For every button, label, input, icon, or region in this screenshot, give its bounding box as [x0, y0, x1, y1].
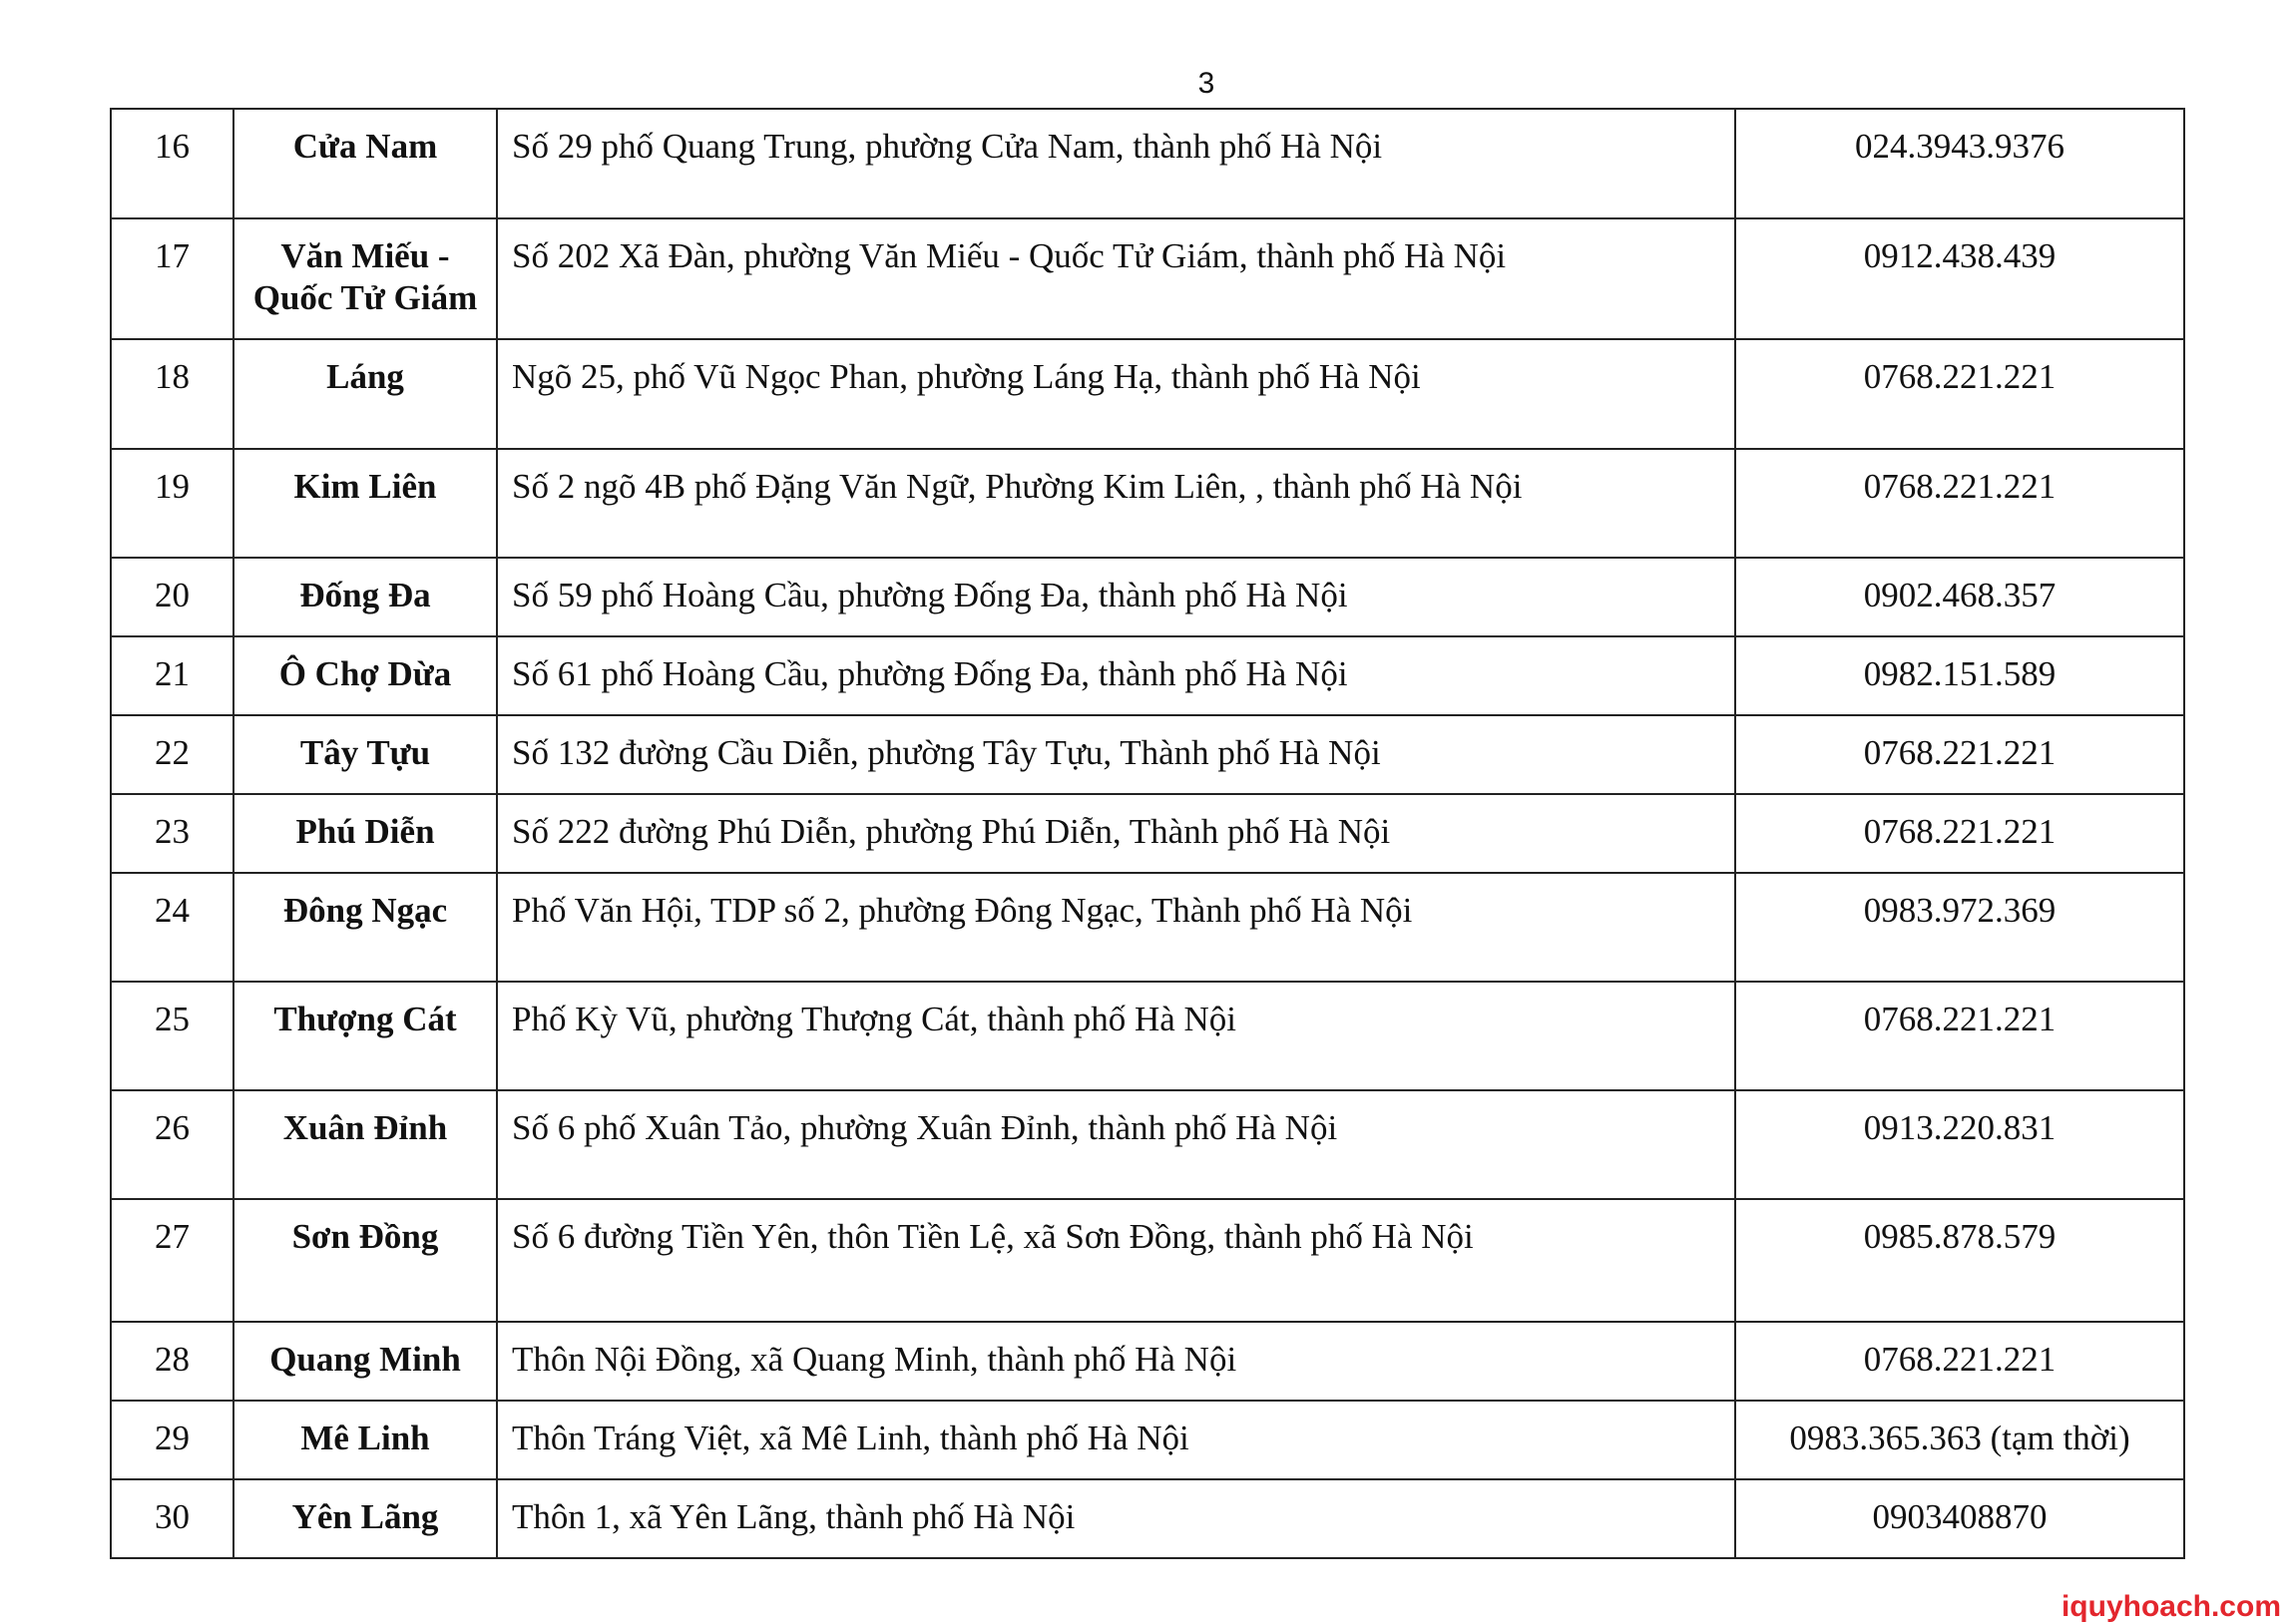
row-number: 28 — [111, 1322, 233, 1401]
watermark-logo: iquyhoach.com — [2060, 1590, 2281, 1623]
office-name: Cửa Nam — [233, 109, 497, 218]
table-row — [111, 1090, 2184, 1199]
office-phone: 0768.221.221 — [1735, 1322, 2184, 1401]
office-phone: 024.3943.9376 — [1735, 109, 2184, 218]
office-name: Mê Linh — [233, 1401, 497, 1479]
office-address: Số 29 phố Quang Trung, phường Cửa Nam, thành phố Hà Nội — [497, 109, 1735, 218]
office-directory-table — [110, 108, 2185, 1559]
office-name: Đông Ngạc — [233, 873, 497, 982]
office-name: Yên Lãng — [233, 1479, 497, 1558]
office-phone: 0913.220.831 — [1735, 1090, 2184, 1199]
office-address: Số 6 đường Tiền Yên, thôn Tiền Lệ, xã Sơn Đồng, thành phố Hà Nội — [497, 1199, 1735, 1322]
office-address: Phố Kỳ Vũ, phường Thượng Cát, thành phố Hà Nội — [497, 982, 1735, 1090]
office-name: Đống Đa — [233, 558, 497, 636]
row-number: 26 — [111, 1090, 233, 1199]
office-name: Phú Diễn — [233, 794, 497, 873]
table-row — [111, 1199, 2184, 1322]
office-address: Số 61 phố Hoàng Cầu, phường Đống Đa, thành phố Hà Nội — [497, 636, 1735, 715]
office-phone: 0902.468.357 — [1735, 558, 2184, 636]
office-phone: 0982.151.589 — [1735, 636, 2184, 715]
table-row — [111, 558, 2184, 636]
row-number: 30 — [111, 1479, 233, 1558]
table-row — [111, 339, 2184, 449]
row-number: 19 — [111, 449, 233, 558]
table-row — [111, 218, 2184, 339]
page-number: 3 — [1197, 67, 1215, 100]
row-number: 29 — [111, 1401, 233, 1479]
office-name: Tây Tựu — [233, 715, 497, 794]
row-number: 17 — [111, 218, 233, 339]
office-name: Thượng Cát — [233, 982, 497, 1090]
table-row — [111, 715, 2184, 794]
office-phone: 0768.221.221 — [1735, 449, 2184, 558]
office-address: Thôn Nội Đồng, xã Quang Minh, thành phố Hà Nội — [497, 1322, 1735, 1401]
table-row — [111, 1401, 2184, 1479]
office-address: Số 2 ngõ 4B phố Đặng Văn Ngữ, Phường Kim Liên, , thành phố Hà Nội — [497, 449, 1735, 558]
row-number: 23 — [111, 794, 233, 873]
office-name: Quang Minh — [233, 1322, 497, 1401]
office-phone: 0983.365.363 (tạm thời) — [1735, 1401, 2184, 1479]
office-address: Số 222 đường Phú Diễn, phường Phú Diễn, Thành phố Hà Nội — [497, 794, 1735, 873]
office-name: Láng — [233, 339, 497, 449]
row-number: 27 — [111, 1199, 233, 1322]
table-row — [111, 636, 2184, 715]
office-address: Thôn Tráng Việt, xã Mê Linh, thành phố Hà Nội — [497, 1401, 1735, 1479]
office-phone: 0985.878.579 — [1735, 1199, 2184, 1322]
office-phone: 0912.438.439 — [1735, 218, 2184, 339]
table-row — [111, 1479, 2184, 1558]
office-phone: 0768.221.221 — [1735, 339, 2184, 449]
table-row — [111, 794, 2184, 873]
office-phone: 0768.221.221 — [1735, 715, 2184, 794]
table-row — [111, 1322, 2184, 1401]
table-row — [111, 982, 2184, 1090]
office-phone: 0768.221.221 — [1735, 982, 2184, 1090]
row-number: 21 — [111, 636, 233, 715]
office-address: Thôn 1, xã Yên Lãng, thành phố Hà Nội — [497, 1479, 1735, 1558]
office-name: Xuân Đỉnh — [233, 1090, 497, 1199]
office-address: Số 132 đường Cầu Diễn, phường Tây Tựu, Thành phố Hà Nội — [497, 715, 1735, 794]
office-name: Sơn Đồng — [233, 1199, 497, 1322]
row-number: 20 — [111, 558, 233, 636]
row-number: 25 — [111, 982, 233, 1090]
office-name: Văn Miếu - Quốc Tử Giám — [233, 218, 497, 339]
table-row — [111, 873, 2184, 982]
row-number: 22 — [111, 715, 233, 794]
office-address: Ngõ 25, phố Vũ Ngọc Phan, phường Láng Hạ, thành phố Hà Nội — [497, 339, 1735, 449]
row-number: 16 — [111, 109, 233, 218]
office-address: Số 59 phố Hoàng Cầu, phường Đống Đa, thành phố Hà Nội — [497, 558, 1735, 636]
office-name: Kim Liên — [233, 449, 497, 558]
office-phone: 0983.972.369 — [1735, 873, 2184, 982]
table-row — [111, 109, 2184, 218]
office-address: Phố Văn Hội, TDP số 2, phường Đông Ngạc, Thành phố Hà Nội — [497, 873, 1735, 982]
office-phone: 0903408870 — [1735, 1479, 2184, 1558]
office-address: Số 6 phố Xuân Tảo, phường Xuân Đỉnh, thành phố Hà Nội — [497, 1090, 1735, 1199]
row-number: 18 — [111, 339, 233, 449]
office-name: Ô Chợ Dừa — [233, 636, 497, 715]
table-row — [111, 449, 2184, 558]
office-address: Số 202 Xã Đàn, phường Văn Miếu - Quốc Tử Giám, thành phố Hà Nội — [497, 218, 1735, 339]
office-phone: 0768.221.221 — [1735, 794, 2184, 873]
row-number: 24 — [111, 873, 233, 982]
